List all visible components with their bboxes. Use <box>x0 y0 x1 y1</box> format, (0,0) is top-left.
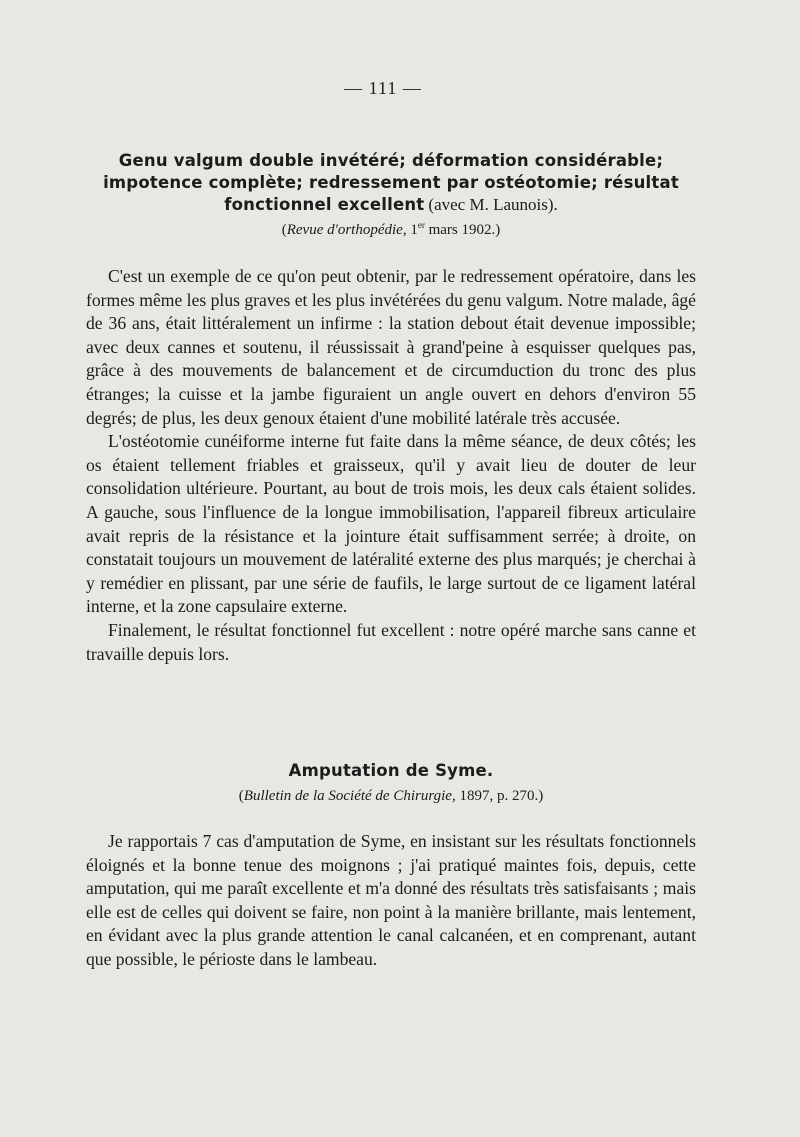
article1-heading <box>86 150 696 240</box>
article2-source: (Bulletin de la Société de Chirurgie, 1897, p. 270.) <box>238 788 544 804</box>
article2-body <box>86 830 696 972</box>
page-number: — 111 — <box>344 78 422 98</box>
article2-heading <box>86 760 696 806</box>
article1-source: (Revue d'orthopédie, 1er mars 1902.) <box>281 220 501 238</box>
article1-coauthor: (avec M. Launois). <box>428 195 558 214</box>
article1-paragraph-1: C'est un exemple de ce qu'on peut obtenir, par le redressement opératoire, dans les formes même les plus graves et les plus invétérées du genu valgum. Notre malade, âgé de 36 ans, était littéralement un infirme : la station debout était devenue impossible; avec deux cannes et soutenu, il réussissait à grand'peine à esquisser quelques pas, grâce à des mouvements de balancement et de circumduction du tronc des plus étranges; la cuisse et la jambe figuraient un angle ouvert en dehors d'environ 55 degrés; de plus, les deux genoux étaient d'une mobilité latérale très accusée. <box>86 266 696 428</box>
article2-source-journal: Bulletin de la Société de Chirurgie, <box>243 788 456 804</box>
article2-paragraph-1: Je rapportais 7 cas d'amputation de Syme, en insistant sur les résultats fonctionnels éloignés et la bonne tenue des moignons ; j'ai pratiqué maintes fois, depuis, cette amputation, qui me paraît excellente et m'a donné des résultats très satisfaisants ; mais elle est de celles qui doivent se faire, non point à la manière brillante, mais lentement, en évidant avec la plus grande attention le canal calcanéen, et en comprenant, autant que possible, le périoste dans le lambeau. <box>86 831 696 969</box>
article2-title: Amputation de Syme. <box>288 761 494 780</box>
article1-title: Genu valgum double invétéré; déformation considérable; impotence complète; redressement par ostéotomie; résultat fonctionnel excellent <box>103 151 679 214</box>
article1-source-sup: er <box>417 220 425 230</box>
article2-source-rest: 1897, p. 270. <box>459 788 539 804</box>
article1-title-line <box>86 150 696 216</box>
article1-paragraph-3: Finalement, le résultat fonctionnel fut excellent : notre opéré marche sans canne et travaille depuis lors. <box>86 619 696 664</box>
article1-source-date: mars 1902. <box>428 222 496 238</box>
article1-source-journal: Revue d'orthopédie, <box>286 222 407 238</box>
article1-source-day: 1 <box>410 222 418 238</box>
article1-paragraph-2: L'ostéotomie cunéiforme interne fut faite dans la même séance, de deux côtés; les os étaient tellement friables et graisseux, qu'il y avait lieu de douter de leur consolidation ultérieure. Pourtant, au bout de trois mois, les deux cals étaient solides. A gauche, sous l'influence de la longue immobilisation, l'appareil fibreux articulaire avait repris de la résistance et la jointure était suffisamment serrée; à droite, on constatait toujours un mouvement de latéralité externe des plus marqués; je cherchai à y remédier en plissant, par une série de faufils, le large surtout de ce ligament latéral interne, et la zone capsulaire externe. <box>86 431 696 617</box>
article1-body <box>86 265 696 666</box>
